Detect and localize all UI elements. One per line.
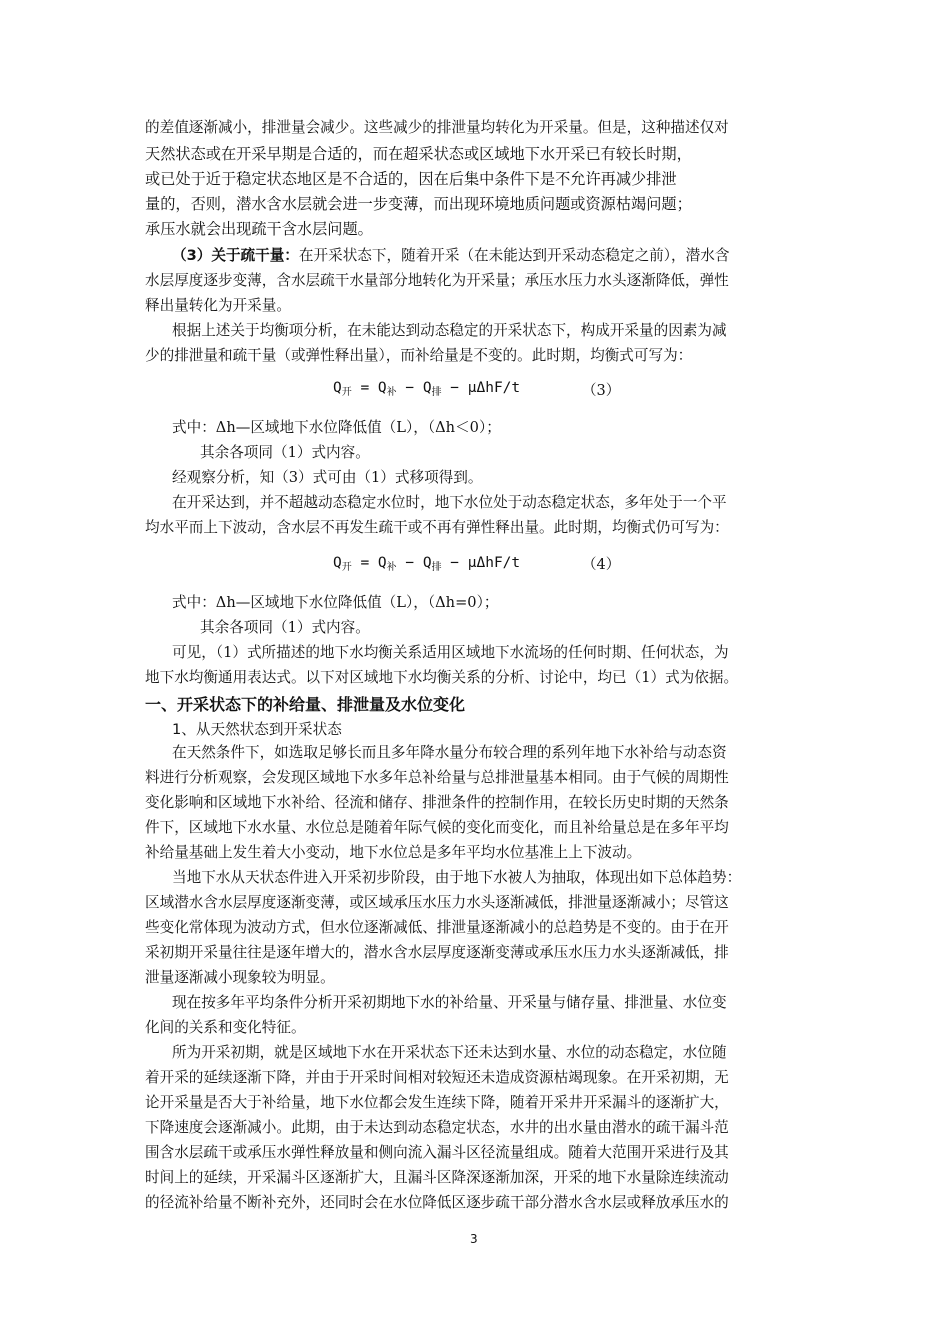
section-heading: 一、开采状态下的补给量、排泄量及水位变化 [145,695,466,714]
text-line: 着开采的延续逐渐下降，并由于开采时间相对较短还未造成资源枯竭现象。在开采初期，无 [145,1069,729,1086]
text-line: 释出量转化为开采量。 [145,297,291,314]
text-line: 化间的关系和变化特征。 [145,1019,306,1036]
text-line: 泄量逐渐减小现象较为明显。 [145,969,335,986]
item3-line [172,246,729,266]
subsection-heading: 1、从天然状态到开采状态 [172,721,342,738]
text-line: 区域潜水含水层厚度逐渐变薄，或区域承压水压力水头逐渐减低，排泄量逐渐减小；尽管这 [145,894,729,911]
text-line: 些变化常体现为波动方式，但水位逐渐减低、排泄量逐渐减小的总趋势是不变的。由于在开 [145,919,729,936]
text-line: 围含水层疏干或承压水弹性释放量和侧向流入漏斗区径流量组成。随着大范围开采进行及其 [145,1144,729,1161]
item3-label: （3）关于疏干量： [172,247,299,264]
text-line: 论开采量是否大于补给量，地下水位都会发生连续下降，随着开采井开采漏斗的逐渐扩大， [145,1094,729,1111]
equation-4-number: （4） [582,557,621,573]
text-line: 在开采达到，并不超越动态稳定水位时，地下水位处于动态稳定状态，多年处于一个平 [172,494,727,511]
equation-4: $Q_开 = Q_补 - Q_排 - \mu\Delta hF/t$ [333,555,521,573]
text-line: 少的排泄量和疏干量（或弹性释出量），而补给量是不变的。此时期，均衡式可写为： [145,347,693,364]
text-line: 式中：Δh—区域地下水位降低值（L），（Δh＜0）； [172,419,501,436]
text-line: 水层厚度逐步变薄，含水层疏干水量部分地转化为开采量；承压水压力水头逐渐降低，弹性 [145,272,729,289]
text-line: 量的，否则，潜水含水层就会进一步变薄，而出现环境地质问题或资源枯竭问题； [145,195,692,213]
text-line: 地下水均衡通用表达式。以下对区域地下水均衡关系的分析、讨论中，均已（1）式为依据。 [145,669,739,686]
text-line: 其余各项同（1）式内容。 [200,444,370,461]
equation-3-number: （3） [582,383,621,399]
text-line: 式中：Δh—区域地下水位降低值（L），（Δh=0）； [172,594,499,611]
text-line: 经观察分析，知（3）式可由（1）式移项得到。 [172,469,483,486]
page-number: 3 [470,1232,478,1246]
text-line: 的径流补给量不断补充外，还同时会在水位降低区逐步疏干部分潜水含水层或释放承压水的 [145,1194,729,1211]
text-line: 采初期开采量往往是逐年增大的，潜水含水层厚度逐渐变薄或承压水压力水头逐渐减低，排 [145,944,729,961]
text-line: 现在按多年平均条件分析开采初期地下水的补给量、开采量与储存量、排泄量、水位变 [172,994,727,1011]
text-line: 料进行分析观察，会发现区域地下水多年总补给量与总排泄量基本相同。由于气候的周期性 [145,769,729,786]
text-line: 所为开采初期，就是区域地下水在开采状态下还未达到水量、水位的动态稳定，水位随 [172,1044,727,1061]
text-line: 补给量基础上发生着大小变动，地下水位总是多年平均水位基准上上下波动。 [145,844,642,861]
text-line: 其余各项同（1）式内容。 [200,619,370,636]
text-line: 的差值逐渐减小，排泄量会减少。这些减少的排泄量均转化为开采量。但是，这种描述仅对 [145,119,729,136]
text-line: 承压水就会出现疏干含水层问题。 [145,220,373,238]
text-line: 下降速度会逐渐减小。此期，由于未达到动态稳定状态，水井的出水量由潜水的疏干漏斗范 [145,1119,729,1136]
text-line: 天然状态或在开采早期是合适的，而在超采状态或区域地下水开采已有较长时期， [145,145,692,163]
text-line: 件下，区域地下水水量、水位总是随着年际气候的变化而变化，而且补给量总是在多年平均 [145,819,729,836]
text-line: 均水平而上下波动，含水层不再发生疏干或不再有弹性释出量。此时期，均衡式仍可写为： [145,519,729,536]
text-line: 根据上述关于均衡项分析，在未能达到动态稳定的开采状态下，构成开采量的因素为减 [172,322,727,339]
item3-text: 在开采状态下，随着开采（在未能达到开采动态稳定之前），潜水含 [298,247,730,264]
text-line: 或已处于近于稳定状态地区是不合适的，因在后集中条件下是不允许再减少排泄 [145,170,677,188]
text-line: 时间上的延续，开采漏斗区逐渐扩大，且漏斗区降深逐渐加深，开采的地下水量除连续流动 [145,1169,729,1186]
text-line: 在天然条件下，如选取足够长而且多年降水量分布较合理的系列年地下水补给与动态资 [172,744,727,761]
equation-3: $Q_开 = Q_补 - Q_排 - \mu\Delta hF/t$ [333,380,521,398]
text-line: 可见，（1）式所描述的地下水均衡关系适用区域地下水流场的任何时期、任何状态，为 [172,644,729,661]
text-line: 变化影响和区域地下水补给、径流和储存、排泄条件的控制作用，在较长历史时期的天然条 [145,794,729,811]
text-line: 当地下水从天状态件进入开采初步阶段，由于地下水被人为抽取，体现出如下总体趋势： [172,869,742,886]
